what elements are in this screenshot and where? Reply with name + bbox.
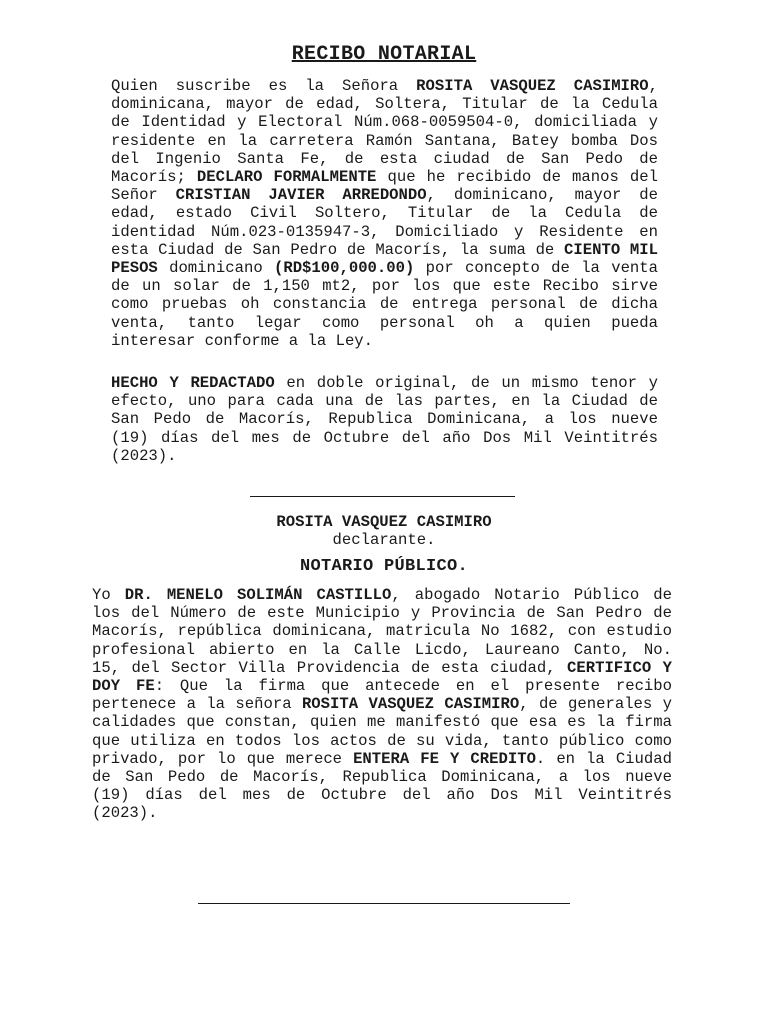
- text-run: , dominicana, mayor de edad, Soltera, Titular de la Cedula de Identidad y Electoral Núm.068-0059504-0, domiciliada y residente en la carretera Ramón Santana, Batey bomba Dos del Ingenio Santa Fe, de esta ciudad de San Pedo de Macorís;: [111, 77, 658, 187]
- text-run: . en la Ciudad de San Pedo de Macorís, Republica Dominicana, a los nueve (19) días del mes de Octubre del año Dos Mil Veintitrés (2023).: [92, 749, 672, 823]
- notary-title: NOTARIO PÚBLICO.: [299, 557, 469, 576]
- text-run: , abogado Notario Público de los del Número de este Municipio y Provincia de San Pedro de Macorís, república dominicana, matricula No 1682, con estudio profesional abierto en la Calle Licdo, Laureano Canto, No. 15, del Sector Villa Providencia de esta ciudad,: [92, 586, 672, 677]
- notary-paragraph: [92, 586, 672, 823]
- receipt-paragraph: [111, 77, 658, 350]
- amount-figure: (RD$100,000.00): [273, 259, 415, 278]
- declarant-name: ROSITA VASQUEZ CASIMIRO: [416, 77, 649, 95]
- certification-phrase: CERTIFICO Y DOY FE: [92, 658, 673, 696]
- document-title: RECIBO NOTARIAL: [291, 43, 477, 66]
- faith-phrase: ENTERA FE Y CREDITO: [353, 749, 536, 768]
- text-run: Yo: [92, 586, 125, 604]
- text-run: dominicano: [157, 259, 274, 278]
- signer-name: ROSITA VASQUEZ CASIMIRO: [301, 695, 520, 714]
- payer-name: CRISTIAN JAVIER ARREDONDO: [175, 186, 427, 205]
- text-run: : Que la firma que antecede en el presente recibo pertenece a la señora: [92, 677, 672, 714]
- text-run: en doble original, de un mismo tenor y efecto, uno para cada una de las partes, en la Ciudad de San Pedo de Macorís, Republica Dominicana, a los nueve (19) días del mes de Octubre del año Dos Mil Veintitrés (2023).: [111, 374, 659, 465]
- declaration-phrase: DECLARO FORMALMENTE: [196, 168, 377, 187]
- declarant-signature-line: [250, 496, 515, 497]
- declarant-signature-name: ROSITA VASQUEZ CASIMIRO: [276, 513, 492, 531]
- execution-paragraph: [111, 374, 658, 465]
- execution-phrase: HECHO Y REDACTADO: [111, 374, 275, 392]
- text-run: Quien suscribe es la Señora: [111, 77, 417, 95]
- notary-name: DR. MENELO SOLIMÁN CASTILLO: [124, 586, 392, 604]
- text-run: , de generales y calidades que constan, quien me manifestó que esa es la firma que utiliza en todos los actos de su vida, tanto público como privado, por lo que merece: [92, 695, 672, 768]
- notary-signature-line: [198, 903, 570, 904]
- declarant-role: declarante.: [332, 531, 436, 549]
- text-run: que he recibido de manos del Señor: [111, 168, 658, 205]
- text-run: , dominicano, mayor de edad, estado Civil Soltero, Titular de la Cedula de identidad Núm.023-0135947-3, Domiciliado y Residente en esta Ciudad de San Pedro de Macorís, la suma de: [111, 186, 658, 259]
- text-run: por concepto de la venta de un solar de 1,150 mt2, por los que este Recibo sirve como pruebas oh constancia de entrega personal de dicha venta, tanto legar como personal oh a quien pueda interesar conforme a la Ley.: [111, 259, 659, 350]
- amount-words: CIENTO MIL PESOS: [111, 240, 658, 278]
